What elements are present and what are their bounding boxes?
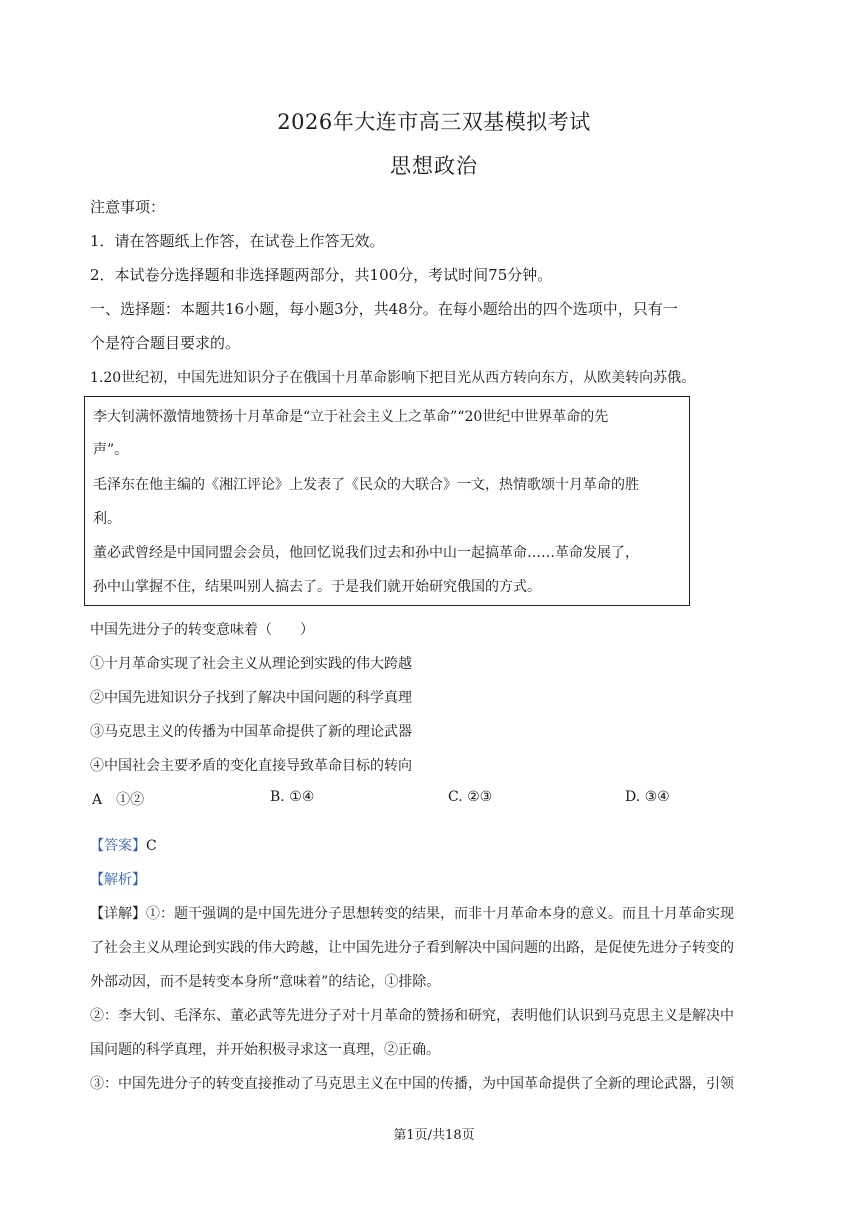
detail-line: 国问题的科学真理，并开始积极寻求这一真理，②正确。	[90, 1042, 440, 1058]
note-item-1: 1．请在答题纸上作答，在试卷上作答无效。	[90, 232, 385, 250]
option-c: C. ②③	[448, 789, 493, 805]
answer-label: 【答案】	[90, 838, 146, 854]
detail-line: 了社会主义从理论到实践的伟大跨越，让中国先进分子看到解决中国问题的出路，是促使先进分子转变的	[90, 940, 734, 956]
statement-3: ③马克思主义的传播为中国革命提供了新的理论武器	[90, 724, 412, 740]
material-line: 李大钊满怀激情地赞扬十月革命是“立于社会主义上之革命”“20世纪中世界革命的先	[93, 409, 609, 425]
option-a: A ①②	[92, 792, 145, 808]
detail-line: ③：中国先进分子的转变直接推动了马克思主义在中国的传播，为中国革命提供了全新的理论武器，引领	[90, 1076, 734, 1092]
detail-line: ②：李大钊、毛泽东、董必武等先进分子对十月革命的赞扬和研究，表明他们认识到马克思主义是解决中	[90, 1008, 734, 1024]
note-item-2: 2．本试卷分选择题和非选择题两部分，共100分，考试时间75分钟。	[90, 266, 553, 284]
page-number: 第1页/共18页	[393, 1128, 475, 1143]
section-instruction-line1: 一、选择题：本题共16小题，每小题3分，共48分。在每小题给出的四个选项中，只有一	[90, 300, 678, 318]
material-box	[84, 396, 690, 606]
question-prompt: 中国先进分子的转变意味着（ ）	[90, 622, 314, 638]
answer-value: C	[146, 838, 157, 854]
detail-label: 【详解】	[90, 906, 146, 922]
detail-line: 外部动因，而不是转变本身所“意味着”的结论，①排除。	[90, 974, 441, 990]
detail-line	[90, 903, 802, 923]
statement-2: ②中国先进知识分子找到了解决中国问题的科学真理	[90, 690, 412, 706]
detail-text: ①：题干强调的是中国先进分子思想转变的结果，而非十月革命本身的意义。而且十月革命实现	[146, 906, 734, 922]
section-instruction-line2: 个是符合题目要求的。	[90, 334, 241, 352]
option-d: D. ③④	[625, 789, 670, 805]
material-line: 利。	[93, 511, 121, 527]
statement-1: ①十月革命实现了社会主义从理论到实践的伟大跨越	[90, 656, 412, 672]
answer-line	[90, 835, 802, 855]
exam-subject: 思想政治	[390, 154, 478, 178]
notes-heading: 注意事项：	[90, 198, 166, 216]
material-line: 孙中山掌握不住，结果叫别人搞去了。于是我们就开始研究俄国的方式。	[93, 579, 541, 595]
exam-title: 2026年大连市高三双基模拟考试	[277, 110, 591, 134]
material-line: 董必武曾经是中国同盟会会员，他回忆说我们过去和孙中山一起搞革命……革命发展了，	[93, 545, 639, 561]
material-line: 毛泽东在他主编的《湘江评论》上发表了《民众的大联合》一文，热情歌颂十月革命的胜	[93, 477, 639, 493]
analysis-label: 【解析】	[90, 872, 146, 888]
material-line: 声”。	[93, 442, 129, 458]
option-b: B. ①④	[270, 789, 315, 805]
question-stem: 1.20世纪初，中国先进知识分子在俄国十月革命影响下把目光从西方转向东方，从欧美转向苏俄。	[90, 370, 696, 386]
statement-4: ④中国社会主要矛盾的变化直接导致革命目标的转向	[90, 758, 412, 774]
